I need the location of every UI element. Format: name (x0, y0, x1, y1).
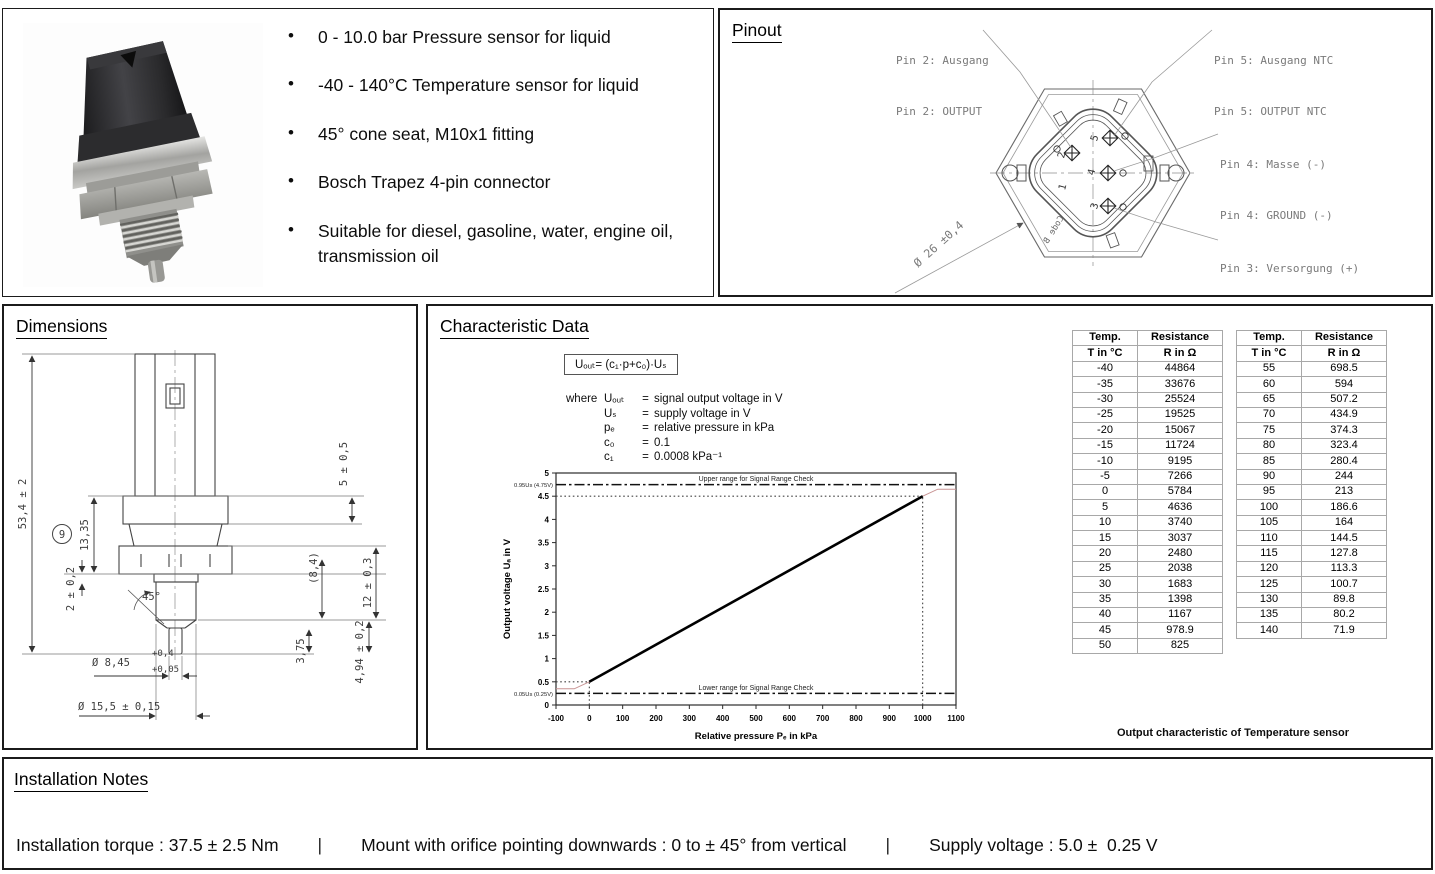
feature-bullet: • -40 - 140°C Temperature sensor for liquid (285, 73, 713, 98)
resistance-row: 115 127.8 (1237, 546, 1387, 561)
dim-overall-height: 53,4 ± 2 (17, 478, 29, 530)
sensor-outline (119, 354, 232, 654)
table-header-temp: Temp. (1073, 331, 1138, 346)
resistance-row: 125 100.7 (1237, 577, 1387, 592)
formula-definition-row: pₑ = relative pressure in kPa (604, 422, 775, 434)
resistance-row: -10 9195 (1073, 454, 1223, 469)
connector-diameter-label: Ø 26 ±0,4 (910, 217, 967, 270)
x-tick-label: 100 (615, 714, 630, 723)
x-tick-label: 1100 (947, 714, 965, 723)
resistance-row: 40 1167 (1073, 608, 1223, 623)
y-tick-label: 3 (544, 561, 549, 571)
dimensions-panel (2, 304, 418, 750)
y-tick-label: 2.5 (537, 585, 549, 594)
characteristic-panel (426, 304, 1433, 750)
pin5-label-en: Pin 5: OUTPUT NTC (1214, 105, 1327, 118)
y-tick-label: 1.5 (537, 631, 549, 641)
resistance-row: 45 978.9 (1073, 623, 1223, 638)
note-separator: | (885, 835, 891, 855)
formula-definitions (566, 392, 783, 465)
resistance-row: 65 507.2 (1237, 392, 1387, 407)
resistance-row: 50 825 (1073, 638, 1223, 653)
x-tick-label: -100 (547, 714, 565, 723)
pin4-label-en: Pin 4: GROUND (-) (1220, 209, 1333, 222)
pressure-output-chart (496, 461, 1036, 753)
note-torque: Installation torque : 37.5 ± 2.5 Nm (16, 835, 279, 855)
resistance-row: 85 280.4 (1237, 454, 1387, 469)
pin-number-3: 3 (1089, 201, 1102, 211)
characteristic-title: Characteristic Data (440, 316, 589, 339)
x-tick-label: 700 (815, 714, 830, 723)
y-tick-label: 3.5 (537, 538, 549, 548)
dim-flange-thickness: 5 ± 0,5 (338, 441, 350, 487)
resistance-row: 120 113.3 (1237, 561, 1387, 576)
x-tick-label: 200 (649, 714, 663, 723)
resistance-row: -5 7266 (1073, 469, 1223, 484)
resistance-row: 10 3740 (1073, 515, 1223, 530)
x-tick-label: 400 (715, 714, 730, 723)
balloon-9: 9 (58, 529, 66, 541)
resistance-row: -40 44864 (1073, 361, 1223, 376)
resistance-table-2 (1236, 330, 1387, 639)
dim-ref-depth: (8,4) (308, 552, 320, 584)
dim-orifice-diameter: Ø 8,45 (92, 657, 130, 669)
resistance-row: 140 71.9 (1237, 623, 1387, 638)
dimension-drawing (4, 306, 416, 748)
resistance-row: -35 33676 (1073, 377, 1223, 392)
y-tick-label: 2 (544, 608, 549, 618)
dim-seat-depth: 2 ± 0,2 (65, 566, 77, 612)
product-photo (23, 23, 263, 287)
table-header-resistance-unit: R in Ω (1138, 346, 1223, 361)
signal-range-side-label: 0.95Us (4.75V) (514, 483, 553, 490)
formula-definition-row: Uₛ = supply voltage in V (604, 407, 751, 420)
output-formula: Uₒᵤₜ= (c₁·p+c₀)·Uₛ (564, 354, 678, 375)
note-mounting: Mount with orifice pointing downwards : 0 to ± 45° from vertical (361, 835, 847, 855)
dim-tip-offset: 3,75 (295, 638, 307, 664)
resistance-row: 20 2480 (1073, 546, 1223, 561)
dim-thread-diameter: Ø 15,5 ± 0,15 (78, 701, 161, 713)
x-tick-label: 600 (782, 714, 797, 723)
y-tick-label: 4.5 (537, 492, 549, 502)
dim-connector-height: 13,35 (79, 519, 91, 551)
output-characteristic-line (589, 496, 922, 682)
table-header-resistance: Resistance (1302, 331, 1387, 346)
resistance-row: 135 80.2 (1237, 608, 1387, 623)
table-header-temp: Temp. (1237, 331, 1302, 346)
note-separator: | (317, 835, 323, 855)
resistance-row: -20 15067 (1073, 423, 1223, 438)
resistance-row: 35 1398 (1073, 592, 1223, 607)
pin-number-4: 4 (1086, 167, 1099, 177)
installation-notes-line (16, 835, 1158, 856)
y-axis-label: Output voltage Uₐ in V (502, 538, 513, 640)
resistance-row: -15 11724 (1073, 438, 1223, 453)
resistance-row: 30 1683 (1073, 577, 1223, 592)
x-tick-label: 800 (849, 714, 863, 723)
pin2-label-de: Pin 2: Ausgang (896, 54, 989, 67)
table-header-temp-unit: T in °C (1073, 346, 1138, 361)
resistance-row: 75 374.3 (1237, 423, 1387, 438)
x-tick-label: 300 (682, 714, 697, 723)
table-header-temp-unit: T in °C (1237, 346, 1302, 361)
resistance-row: 110 144.5 (1237, 531, 1387, 546)
x-tick-label: 0 (587, 714, 592, 723)
installation-panel (2, 757, 1433, 870)
resistance-row: 95 213 (1237, 484, 1387, 499)
resistance-row: 80 323.4 (1237, 438, 1387, 453)
resistance-row: 100 186.6 (1237, 500, 1387, 515)
pin2-label (896, 18, 989, 154)
feature-bullet: • Bosch Trapez 4-pin connector (285, 170, 713, 195)
resistance-row: 55 698.5 (1237, 361, 1387, 376)
resistance-row: 15 3037 (1073, 531, 1223, 546)
signal-range-label: Lower range for Signal Range Check (698, 684, 814, 692)
resistance-row: 105 164 (1237, 515, 1387, 530)
resistance-row: 90 244 (1237, 469, 1387, 484)
y-tick-label: 0.5 (537, 677, 549, 687)
pin4-label-de: Pin 4: Masse (-) (1220, 158, 1326, 171)
resistance-row: 0 5784 (1073, 484, 1223, 499)
pin5-label-de: Pin 5: Ausgang NTC (1214, 54, 1334, 67)
pin-number-1: 1 (1057, 182, 1070, 192)
y-tick-label: 1 (544, 654, 549, 664)
dim-orifice-tol-upper: +0,4 (152, 649, 174, 659)
resistance-row: 130 89.8 (1237, 592, 1387, 607)
signal-range-label: Upper range for Signal Range Check (698, 476, 814, 484)
pin3-label-de: Pin 3: Versorgung (+) (1220, 262, 1360, 275)
dim-tip-height: 4,94 ± 0,2 (354, 620, 366, 684)
x-tick-label: 900 (882, 714, 897, 723)
y-tick-label: 5 (544, 469, 549, 478)
overview-panel (2, 8, 714, 297)
table-caption: Output characteristic of Temperature sensor (1116, 727, 1350, 739)
table-header-resistance-unit: R in Ω (1302, 346, 1387, 361)
pin-number-5: 5 (1089, 133, 1102, 143)
resistance-row: -30 25524 (1073, 392, 1223, 407)
formula-definition-row: where Uₒᵤₜ = signal output voltage in V (566, 393, 783, 405)
pin2-label-en: Pin 2: OUTPUT (896, 105, 983, 118)
y-tick-label: 4 (544, 515, 549, 525)
feature-bullet: • Suitable for diesel, gasoline, water, engine oil, transmission oil (285, 219, 718, 270)
installation-title: Installation Notes (14, 769, 148, 792)
code-b-label: Code B (1041, 214, 1067, 246)
resistance-row: 70 434.9 (1237, 407, 1387, 422)
resistance-row: -25 19525 (1073, 407, 1223, 422)
resistance-table-1 (1072, 330, 1223, 654)
resistance-row: 60 594 (1237, 377, 1387, 392)
feature-bullet-list (285, 25, 713, 292)
pinout-panel (718, 8, 1433, 297)
note-supply-voltage: Supply voltage : 5.0 ± 0.25 V (929, 835, 1158, 855)
pin-number-2: 2 (1056, 150, 1069, 160)
dim-thread-length: 12 ± 0,3 (362, 557, 374, 609)
signal-range-side-label: 0.05Us (0.25V) (514, 691, 553, 698)
dim-orifice-tol-lower: +0,05 (152, 665, 180, 675)
formula-definition-row: c₀ = 0.1 (604, 436, 670, 449)
pinout-title: Pinout (732, 20, 782, 43)
resistance-row: 25 2038 (1073, 561, 1223, 576)
table-header-resistance: Resistance (1138, 331, 1223, 346)
feature-bullet: • 0 - 10.0 bar Pressure sensor for liquid (285, 25, 713, 50)
dim-cone-angle: 45° (142, 591, 161, 603)
y-tick-label: 0 (544, 701, 549, 710)
x-axis-label: Relative pressure Pₑ in kPa (694, 731, 818, 742)
x-tick-label: 1000 (913, 714, 932, 723)
feature-bullet: • 45° cone seat, M10x1 fitting (285, 122, 713, 147)
resistance-row: 5 4636 (1073, 500, 1223, 515)
x-tick-label: 500 (749, 714, 763, 723)
dimensions-title: Dimensions (16, 316, 107, 339)
formula-definition-row: c₁ = 0.0008 kPa⁻¹ (604, 451, 723, 463)
